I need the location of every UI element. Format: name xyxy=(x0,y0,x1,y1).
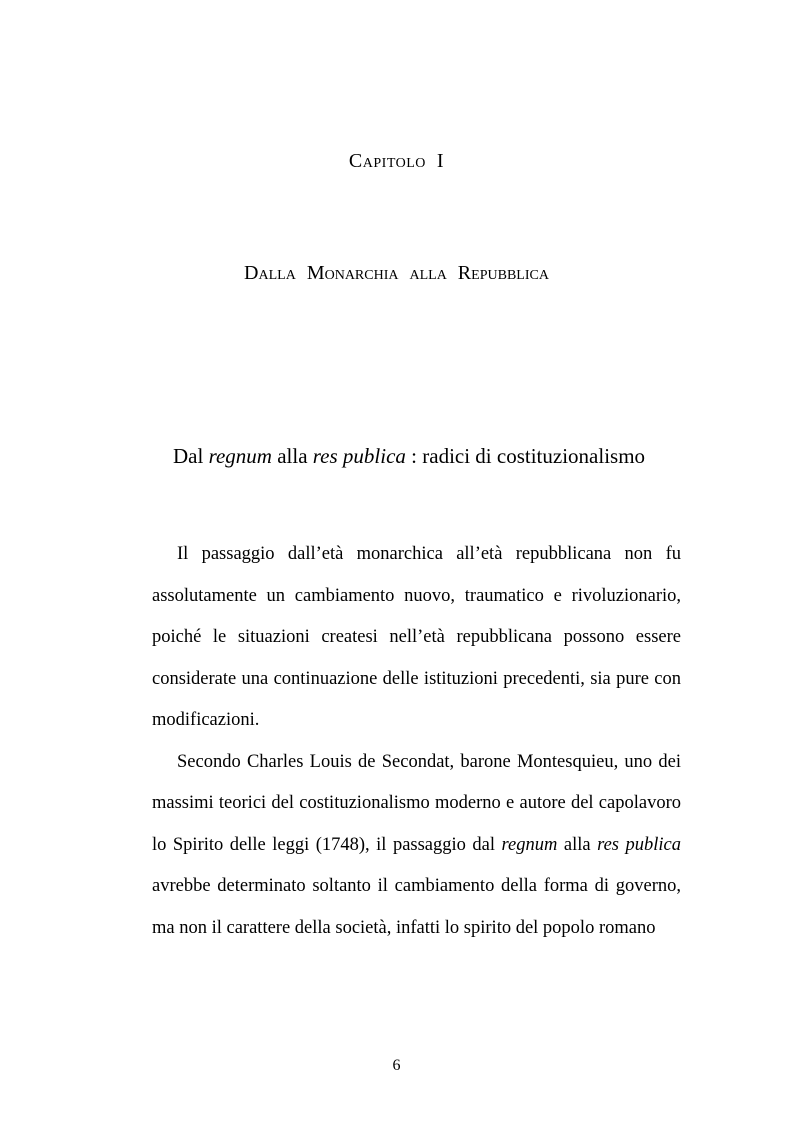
section-title-text: alla xyxy=(271,444,313,468)
paragraph-text: Secondo Charles Louis de Secondat, barone Montesquieu, uno dei massimi teorici del costituzionalismo moderno e autore del capolavoro lo Spirito delle leggi (1748), il passaggio dal xyxy=(152,751,681,855)
paragraph-text: avrebbe determinato soltanto il cambiamento della forma di governo, ma non il carattere della società, infatti lo spirito del popolo romano xyxy=(152,876,681,938)
section-title-text: Dal xyxy=(173,444,209,468)
chapter-title: Dalla Monarchia alla Repubblica xyxy=(244,262,549,284)
section-title xyxy=(173,444,673,469)
chapter-label: Capitolo xyxy=(348,150,426,172)
chapter-heading xyxy=(0,150,793,173)
paragraph-2 xyxy=(152,742,681,950)
section-title-italic: res publica xyxy=(312,444,406,468)
body-text xyxy=(152,534,681,949)
page-number: 6 xyxy=(392,1057,401,1074)
section-title-italic: regnum xyxy=(208,444,272,468)
paragraph-text: alla xyxy=(557,834,598,855)
chapter-numeral: I xyxy=(436,150,445,172)
section-title-text: : radici di costituzionalismo xyxy=(405,444,646,468)
paragraph-italic: regnum xyxy=(501,834,558,855)
paragraph-italic: res publica xyxy=(597,834,681,855)
paragraph-1: Il passaggio dall’età monarchica all’età repubblicana non fu assolutamente un cambiamento nuovo, traumatico e rivoluzionario, poiché le situazioni createsi nell’età repubblicana possono essere considerate una continuazione delle istituzioni precedenti, sia pure con modificazioni. xyxy=(152,544,681,730)
